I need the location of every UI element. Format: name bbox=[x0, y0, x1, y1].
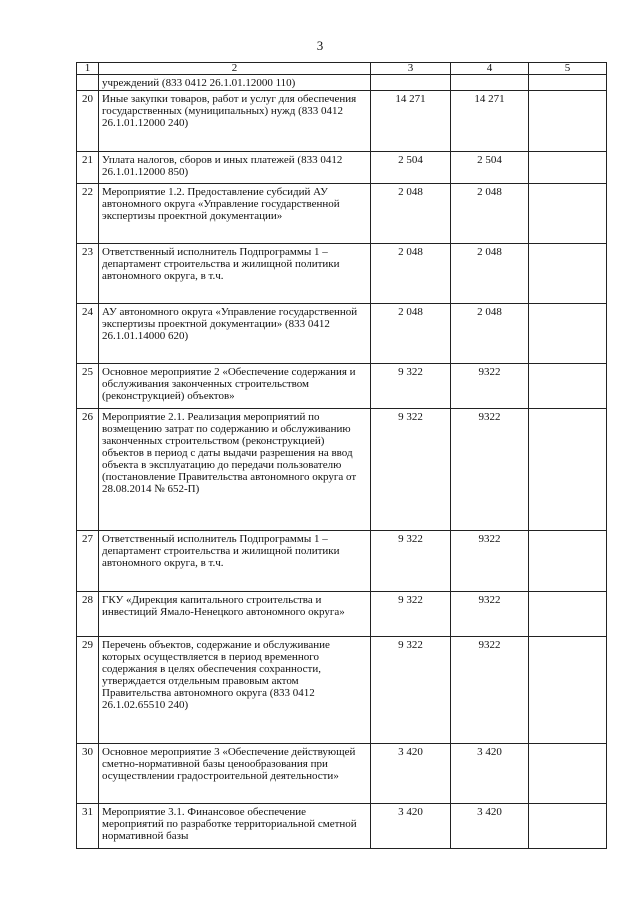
row-value-col5 bbox=[529, 304, 607, 364]
row-number: 29 bbox=[77, 637, 99, 744]
row-number: 30 bbox=[77, 744, 99, 804]
row-value-col5 bbox=[529, 637, 607, 744]
row-value-col5 bbox=[529, 244, 607, 304]
row-number: 24 bbox=[77, 304, 99, 364]
row-value-col5 bbox=[529, 152, 607, 184]
table-row bbox=[77, 364, 607, 409]
row-value-col4: 2 048 bbox=[451, 184, 529, 244]
row-value-col4: 9322 bbox=[451, 364, 529, 409]
row-description: Уплата налогов, сборов и иных платежей (833 0412 26.1.01.12000 850) bbox=[99, 152, 371, 184]
row-value-col3: 2 048 bbox=[371, 244, 451, 304]
row-number: 31 bbox=[77, 804, 99, 849]
table-row bbox=[77, 184, 607, 244]
row-number bbox=[77, 75, 99, 91]
row-value-col3: 3 420 bbox=[371, 804, 451, 849]
row-value-col5 bbox=[529, 184, 607, 244]
row-description: Основное мероприятие 3 «Обеспечение действующей сметно-нормативной базы ценообразования при осуществлении градостроительной деятельности» bbox=[99, 744, 371, 804]
table-header-row bbox=[77, 63, 607, 75]
row-value-col3: 9 322 bbox=[371, 592, 451, 637]
table-row bbox=[77, 304, 607, 364]
row-value-col5 bbox=[529, 531, 607, 592]
row-value-col3: 9 322 bbox=[371, 637, 451, 744]
header-col-4: 4 bbox=[451, 63, 529, 75]
row-value-col5 bbox=[529, 75, 607, 91]
row-value-col3: 9 322 bbox=[371, 409, 451, 531]
row-value-col4: 3 420 bbox=[451, 744, 529, 804]
page-number: 3 bbox=[316, 38, 324, 53]
row-value-col5 bbox=[529, 364, 607, 409]
row-number: 21 bbox=[77, 152, 99, 184]
table-row bbox=[77, 409, 607, 531]
table-row bbox=[77, 744, 607, 804]
table-row bbox=[77, 804, 607, 849]
row-description: Мероприятие 2.1. Реализация мероприятий по возмещению затрат по содержанию и обслуживанию законченных строительством (реконструкцией) объектов в период с даты выдачи разрешения на ввод объекта в эксплуатацию до передачи пользователю (постановление Правительства автономного округа от 28.08.2014 № 652-П) bbox=[99, 409, 371, 531]
row-value-col4: 2 048 bbox=[451, 304, 529, 364]
row-description: АУ автономного округа «Управление государственной экспертизы проектной документации» (833 0412 26.1.01.14000 620) bbox=[99, 304, 371, 364]
row-value-col4: 2 504 bbox=[451, 152, 529, 184]
row-description: Мероприятие 3.1. Финансовое обеспечение мероприятий по разработке территориальной сметной нормативной базы bbox=[99, 804, 371, 849]
row-value-col4: 9322 bbox=[451, 637, 529, 744]
table-row bbox=[77, 637, 607, 744]
table-row bbox=[77, 152, 607, 184]
row-value-col5 bbox=[529, 91, 607, 152]
row-value-col4: 3 420 bbox=[451, 804, 529, 849]
row-description: Перечень объектов, содержание и обслуживание которых осуществляется в период временного содержания в целях обеспечения сохранности, утверждается отдельным правовым актом Правительства автономного округа (833 0412 26.1.02.65510 240) bbox=[99, 637, 371, 744]
header-col-1: 1 bbox=[77, 63, 99, 75]
row-number: 28 bbox=[77, 592, 99, 637]
row-value-col3: 2 048 bbox=[371, 184, 451, 244]
row-value-col4: 14 271 bbox=[451, 91, 529, 152]
row-number: 23 bbox=[77, 244, 99, 304]
row-number: 27 bbox=[77, 531, 99, 592]
row-description: Ответственный исполнитель Подпрограммы 1 – департамент строительства и жилищной политики автономного округа, в т.ч. bbox=[99, 244, 371, 304]
row-value-col3: 9 322 bbox=[371, 531, 451, 592]
row-value-col4 bbox=[451, 75, 529, 91]
table-row bbox=[77, 91, 607, 152]
row-value-col5 bbox=[529, 804, 607, 849]
row-value-col3 bbox=[371, 75, 451, 91]
row-description: Ответственный исполнитель Подпрограммы 1 – департамент строительства и жилищной политики автономного округа, в т.ч. bbox=[99, 531, 371, 592]
table-row bbox=[77, 592, 607, 637]
table-row bbox=[77, 75, 607, 91]
row-description: Мероприятие 1.2. Предоставление субсидий АУ автономного округа «Управление государственной экспертизы проектной документации» bbox=[99, 184, 371, 244]
header-col-3: 3 bbox=[371, 63, 451, 75]
row-value-col4: 9322 bbox=[451, 531, 529, 592]
table-row bbox=[77, 531, 607, 592]
row-value-col4: 9322 bbox=[451, 409, 529, 531]
row-value-col5 bbox=[529, 592, 607, 637]
row-description: Иные закупки товаров, работ и услуг для обеспечения государственных (муниципальных) нужд (833 0412 26.1.01.12000 240) bbox=[99, 91, 371, 152]
budget-table bbox=[76, 62, 607, 849]
header-col-5: 5 bbox=[529, 63, 607, 75]
row-number: 22 bbox=[77, 184, 99, 244]
row-value-col4: 2 048 bbox=[451, 244, 529, 304]
row-value-col3: 3 420 bbox=[371, 744, 451, 804]
row-value-col3: 2 504 bbox=[371, 152, 451, 184]
row-description: учреждений (833 0412 26.1.01.12000 110) bbox=[99, 75, 371, 91]
row-number: 25 bbox=[77, 364, 99, 409]
row-value-col3: 14 271 bbox=[371, 91, 451, 152]
row-description: Основное мероприятие 2 «Обеспечение содержания и обслуживания законченных строительством (реконструкцией) объектов» bbox=[99, 364, 371, 409]
row-number: 20 bbox=[77, 91, 99, 152]
header-col-2: 2 bbox=[99, 63, 371, 75]
row-value-col5 bbox=[529, 744, 607, 804]
row-number: 26 bbox=[77, 409, 99, 531]
row-value-col4: 9322 bbox=[451, 592, 529, 637]
row-value-col5 bbox=[529, 409, 607, 531]
row-description: ГКУ «Дирекция капитального строительства и инвестиций Ямало-Ненецкого автономного округа» bbox=[99, 592, 371, 637]
row-value-col3: 9 322 bbox=[371, 364, 451, 409]
row-value-col3: 2 048 bbox=[371, 304, 451, 364]
table-row bbox=[77, 244, 607, 304]
